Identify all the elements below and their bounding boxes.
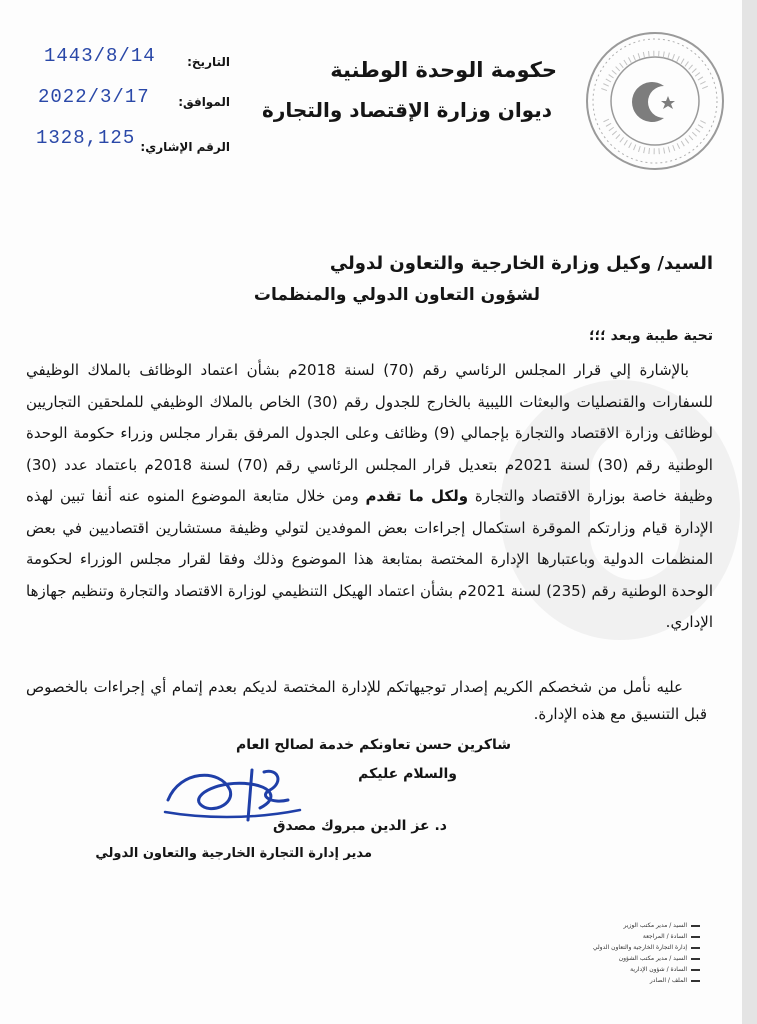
signer-name: د. عز الدين مبروك مصدق xyxy=(273,818,447,834)
reference-number-label: الرقم الإشاري: xyxy=(140,140,230,154)
distribution-item: السادة / شؤون الإدارية xyxy=(540,964,700,975)
closing-thanks: شاكرين حسن تعاونكم خدمة لصالح العام xyxy=(236,737,511,753)
body-part-1: بالإشارة إلي قرار المجلس الرئاسي رقم (70) لسنة 2018م بشأن اعتماد الوظائف بالملاك الوظيفي للسفارات والقنصليات والبعثات الليبية بالخارج للجدول رقم (30) الخاص بالملاك الوظيفي للملحقين التجاريين لوظائف وزارة الاقتصاد والتجارة بإجمالي (9) وظائف وعلى الجدول المرفق بقرار مجلس وزراء حكومة الوحدة الوطنية رقم (30) لسنة 2021م بتعديل قرار المجلس الرئاسي رقم (70) لسنة 2018م باعتماد عدد (30) وظيفة خاصة بوزارة الاقتصاد والتجارة xyxy=(26,361,713,505)
date-value: 1443/8/14 xyxy=(44,45,156,67)
distribution-list xyxy=(540,920,700,986)
corresponding-date-value: 2022/3/17 xyxy=(38,86,150,108)
signer-title: مدير إدارة التجارة الخارجية والتعاون الدولي xyxy=(95,846,372,861)
corresponding-date-label: الموافق: xyxy=(178,95,230,109)
distribution-item: السادة / المراجعة xyxy=(540,931,700,942)
closing-salam: والسلام عليكم xyxy=(358,766,457,782)
distribution-item: السيد / مدير مكتب الشؤون xyxy=(540,953,700,964)
addressee-line-2: لشؤون التعاون الدولي والمنظمات xyxy=(253,285,540,305)
distribution-item: السيد / مدير مكتب الوزير xyxy=(540,920,700,931)
letter-body xyxy=(26,355,713,639)
addressee-line-1: السيد/ وكيل وزارة الخارجية والتعاون لدولي xyxy=(329,253,713,274)
distribution-item: إدارة التجارة الخارجية والتعاون الدولي xyxy=(540,942,700,953)
libya-seal-icon xyxy=(584,30,726,172)
ministry-name: ديوان وزارة الإقتصاد والتجارة xyxy=(262,98,552,122)
letter-request: عليه نأمل من شخصكم الكريم إصدار توجيهاتكم للإدارة المختصة لديكم بعدم إتمام أي إجراءات بالخصوص قبل التنسيق مع هذه الإدارة. xyxy=(26,678,707,723)
greeting: تحية طيبة وبعد ؛؛؛ xyxy=(588,328,713,344)
page-edge xyxy=(742,0,757,1024)
reference-number-value: 1328,125 xyxy=(36,127,136,149)
date-label: التاريخ: xyxy=(187,55,230,69)
distribution-item: الملف / الصادر xyxy=(540,975,700,986)
body-emphasis: ولكل ما تقدم xyxy=(365,487,469,505)
government-name: حكومة الوحدة الوطنية xyxy=(330,58,557,82)
body-part-2: ومن خلال متابعة الموضوع المنوه عنه أنفا تبين لهذه الإدارة قيام وزارتكم الموقرة استكمال إجراءات بعض الموفدين لتولي وظيفة مستشارين اقتصاديين في بعض المنظمات الدولية وباعتبارها الإدارة المختصة بمتابعة هذا الموضوع وذلك وفقا لقرار مجلس الوزراء لحكومة الوحدة الوطنية رقم (235) لسنة 2021م بشأن اعتماد الهيكل التنظيمي لوزارة الاقتصاد والتجارة وتنظيم جهازها الإداري. xyxy=(26,487,713,631)
